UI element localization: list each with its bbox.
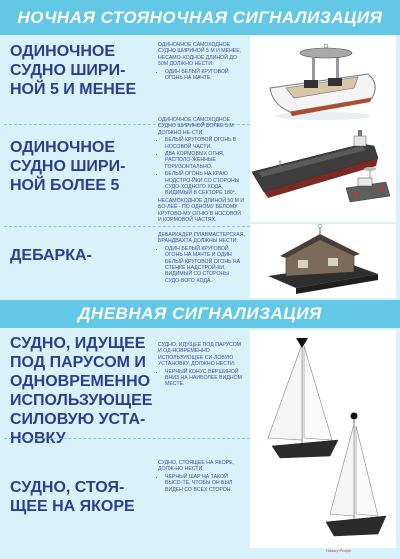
landing-stage-image bbox=[250, 224, 396, 298]
section-anchored-paragraph: СУДНО, СТОЯЩЕЕ НА ЯКОРЕ, ДОЛЖ-НО НЕСТИ: bbox=[158, 460, 234, 473]
motorboat-illustration bbox=[250, 36, 396, 122]
section-sail-motor-paragraph: СУДНО, ИДУЩЕЕ ПОД ПАРУСОМ И ОД-НОВРЕМЕННО ИСПОЛЬЗУЮЩЕЕ СИ-ЛОВУЮ УСТАНОВКУ, ДОЛЖНО НЕСТИ: bbox=[158, 342, 242, 368]
section-sail-motor-bullet: • ЧЕРНЫЙ КОНУС ВЕРШИНОЙ ВНИЗ НА НАИБОЛЕЕ ВИДНОМ МЕСТЕ. bbox=[165, 369, 246, 388]
section-landing-stage-text bbox=[158, 232, 246, 285]
section-divider bbox=[4, 226, 250, 227]
section-landing-stage-paragraph: ДЕБАРКАДЕР, ПЛАВМАСТЕРСКАЯ, БРАНДВАХТА ДОЛЖНЫ НЕСТИ: bbox=[158, 232, 245, 245]
section-large-vessel-headline: ОДИНОЧНОЕ СУДНО ШИРИ- НОЙ БОЛЕЕ 5 bbox=[10, 139, 126, 194]
section-sail-motor-text bbox=[158, 342, 246, 389]
section-anchored-text bbox=[158, 460, 246, 494]
section-large-vessel-text bbox=[158, 117, 246, 225]
sailboats-image bbox=[250, 330, 396, 548]
cone-shape-icon bbox=[296, 338, 308, 348]
section-sail-motor-headline: СУДНО, ИДУЩЕЕ ПОД ПАРУСОМ И ОДНОВРЕМЕННО ИСПОЛЬЗУЮЩЕЕ СИЛОВУЮ УСТА- НОВКУ bbox=[10, 335, 153, 447]
tanker-image bbox=[250, 122, 396, 222]
sailboats-illustration bbox=[250, 330, 396, 548]
night-signals-title: НОЧНАЯ СТОЯНОЧНАЯ СИГНАЛИЗАЦИЯ bbox=[17, 7, 383, 27]
section-large-vessel-extra: НЕСАМОХОДНОЕ ДЛИНОЙ 50 М И БО-ЛЕЕ - ПО ОДНОМУ БЕЛОМУ КРУГОВО-МУ ОГНЮ В НОСОВОЙ И КОРМОВОЙ ЧАСТЯХ. bbox=[158, 197, 245, 224]
section-large-vessel-bullet-2: • ДВА КОРМОВЫХ ОГНЯ, РАСПОЛО-ЖЕННЫЕ ГОРИЗОНТАЛЬНО. bbox=[165, 151, 246, 170]
landing-stage-illustration bbox=[250, 224, 396, 298]
section-large-vessel-bullet-3: • БЕЛЫЙ ОГОНЬ НА КРАЮ НОДСТРО-ЙКИ СО СТОРОНЫ СУДО-ХОДНОГО ХОДА, ВИДИМЫЙ В СЕКТОРЕ 180°. bbox=[165, 171, 246, 197]
section-anchored-headline: СУДНО, СТОЯ- ЩЕЕ НА ЯКОРЕ bbox=[10, 479, 135, 515]
day-signals-banner bbox=[0, 300, 400, 328]
section-landing-stage-headline: ДЕБАРКА- bbox=[10, 247, 92, 264]
ball-shape-icon bbox=[351, 413, 358, 420]
section-large-vessel-bullet-1: • БЕЛЫЙ КРУГОВОЙ ОГОНЬ В НОСОВОЙ ЧАСТИ. bbox=[165, 137, 246, 150]
section-small-vessel-headline: ОДИНОЧНОЕ СУДНО ШИРИ- НОЙ 5 И МЕНЕЕ bbox=[10, 43, 137, 98]
section-small-vessel-bullet: • ОДИН БЕЛЫЙ КРУГОВОЙ ОГОНЬ НА МАЧТЕ. bbox=[165, 69, 246, 82]
section-small-vessel-text bbox=[158, 42, 246, 82]
section-small-vessel-paragraph: ОДИНОЧНОЕ САМОХОДНОЕ СУДНО ШИРИНОЙ 5 М И МЕНЕЕ, НЕСАМО-ХОДНОЕ ДЛИНОЙ ДО 50М ДОЛЖНО НЕСТИ: bbox=[158, 42, 242, 68]
section-large-vessel-paragraph: ОДИНОЧНОЕ САМОХОДНОЕ СУДНО ШИРИНОЙ БОЛЕЕ 5 М ДОЛЖНО НЕ-СТИ: bbox=[158, 117, 234, 136]
day-signals-title: ДНЕВНАЯ СИГНАЛИЗАЦИЯ bbox=[78, 304, 322, 323]
tanker-illustration bbox=[250, 122, 396, 222]
section-divider bbox=[4, 438, 250, 439]
night-signals-banner bbox=[0, 0, 400, 35]
brand-footer: History Prople bbox=[326, 548, 352, 553]
section-anchored-bullet: • ЧЕРНЫЙ ШАР НА ТАКОЙ ВЫСО-ТЕ, ЧТОБЫ ОН БЫЛ ВИДЕН СО ВСЕХ СТОРОН. bbox=[165, 474, 246, 493]
section-landing-stage-bullet: • ОДИН БЕЛЫЙ КРУГОВОЙ ОГОНЬ НА МАЧТЕ И ОДИН БЕЛЫЙ КРУГОВОЙ ОГОНЬ НА СТЕНКЕ НАДСТРОЙ-КИ, ВИДИМЫЙ СО СТОРОНЫ СУДО-ВОГО ХОДА. bbox=[165, 246, 246, 284]
motorboat-image bbox=[250, 36, 396, 122]
